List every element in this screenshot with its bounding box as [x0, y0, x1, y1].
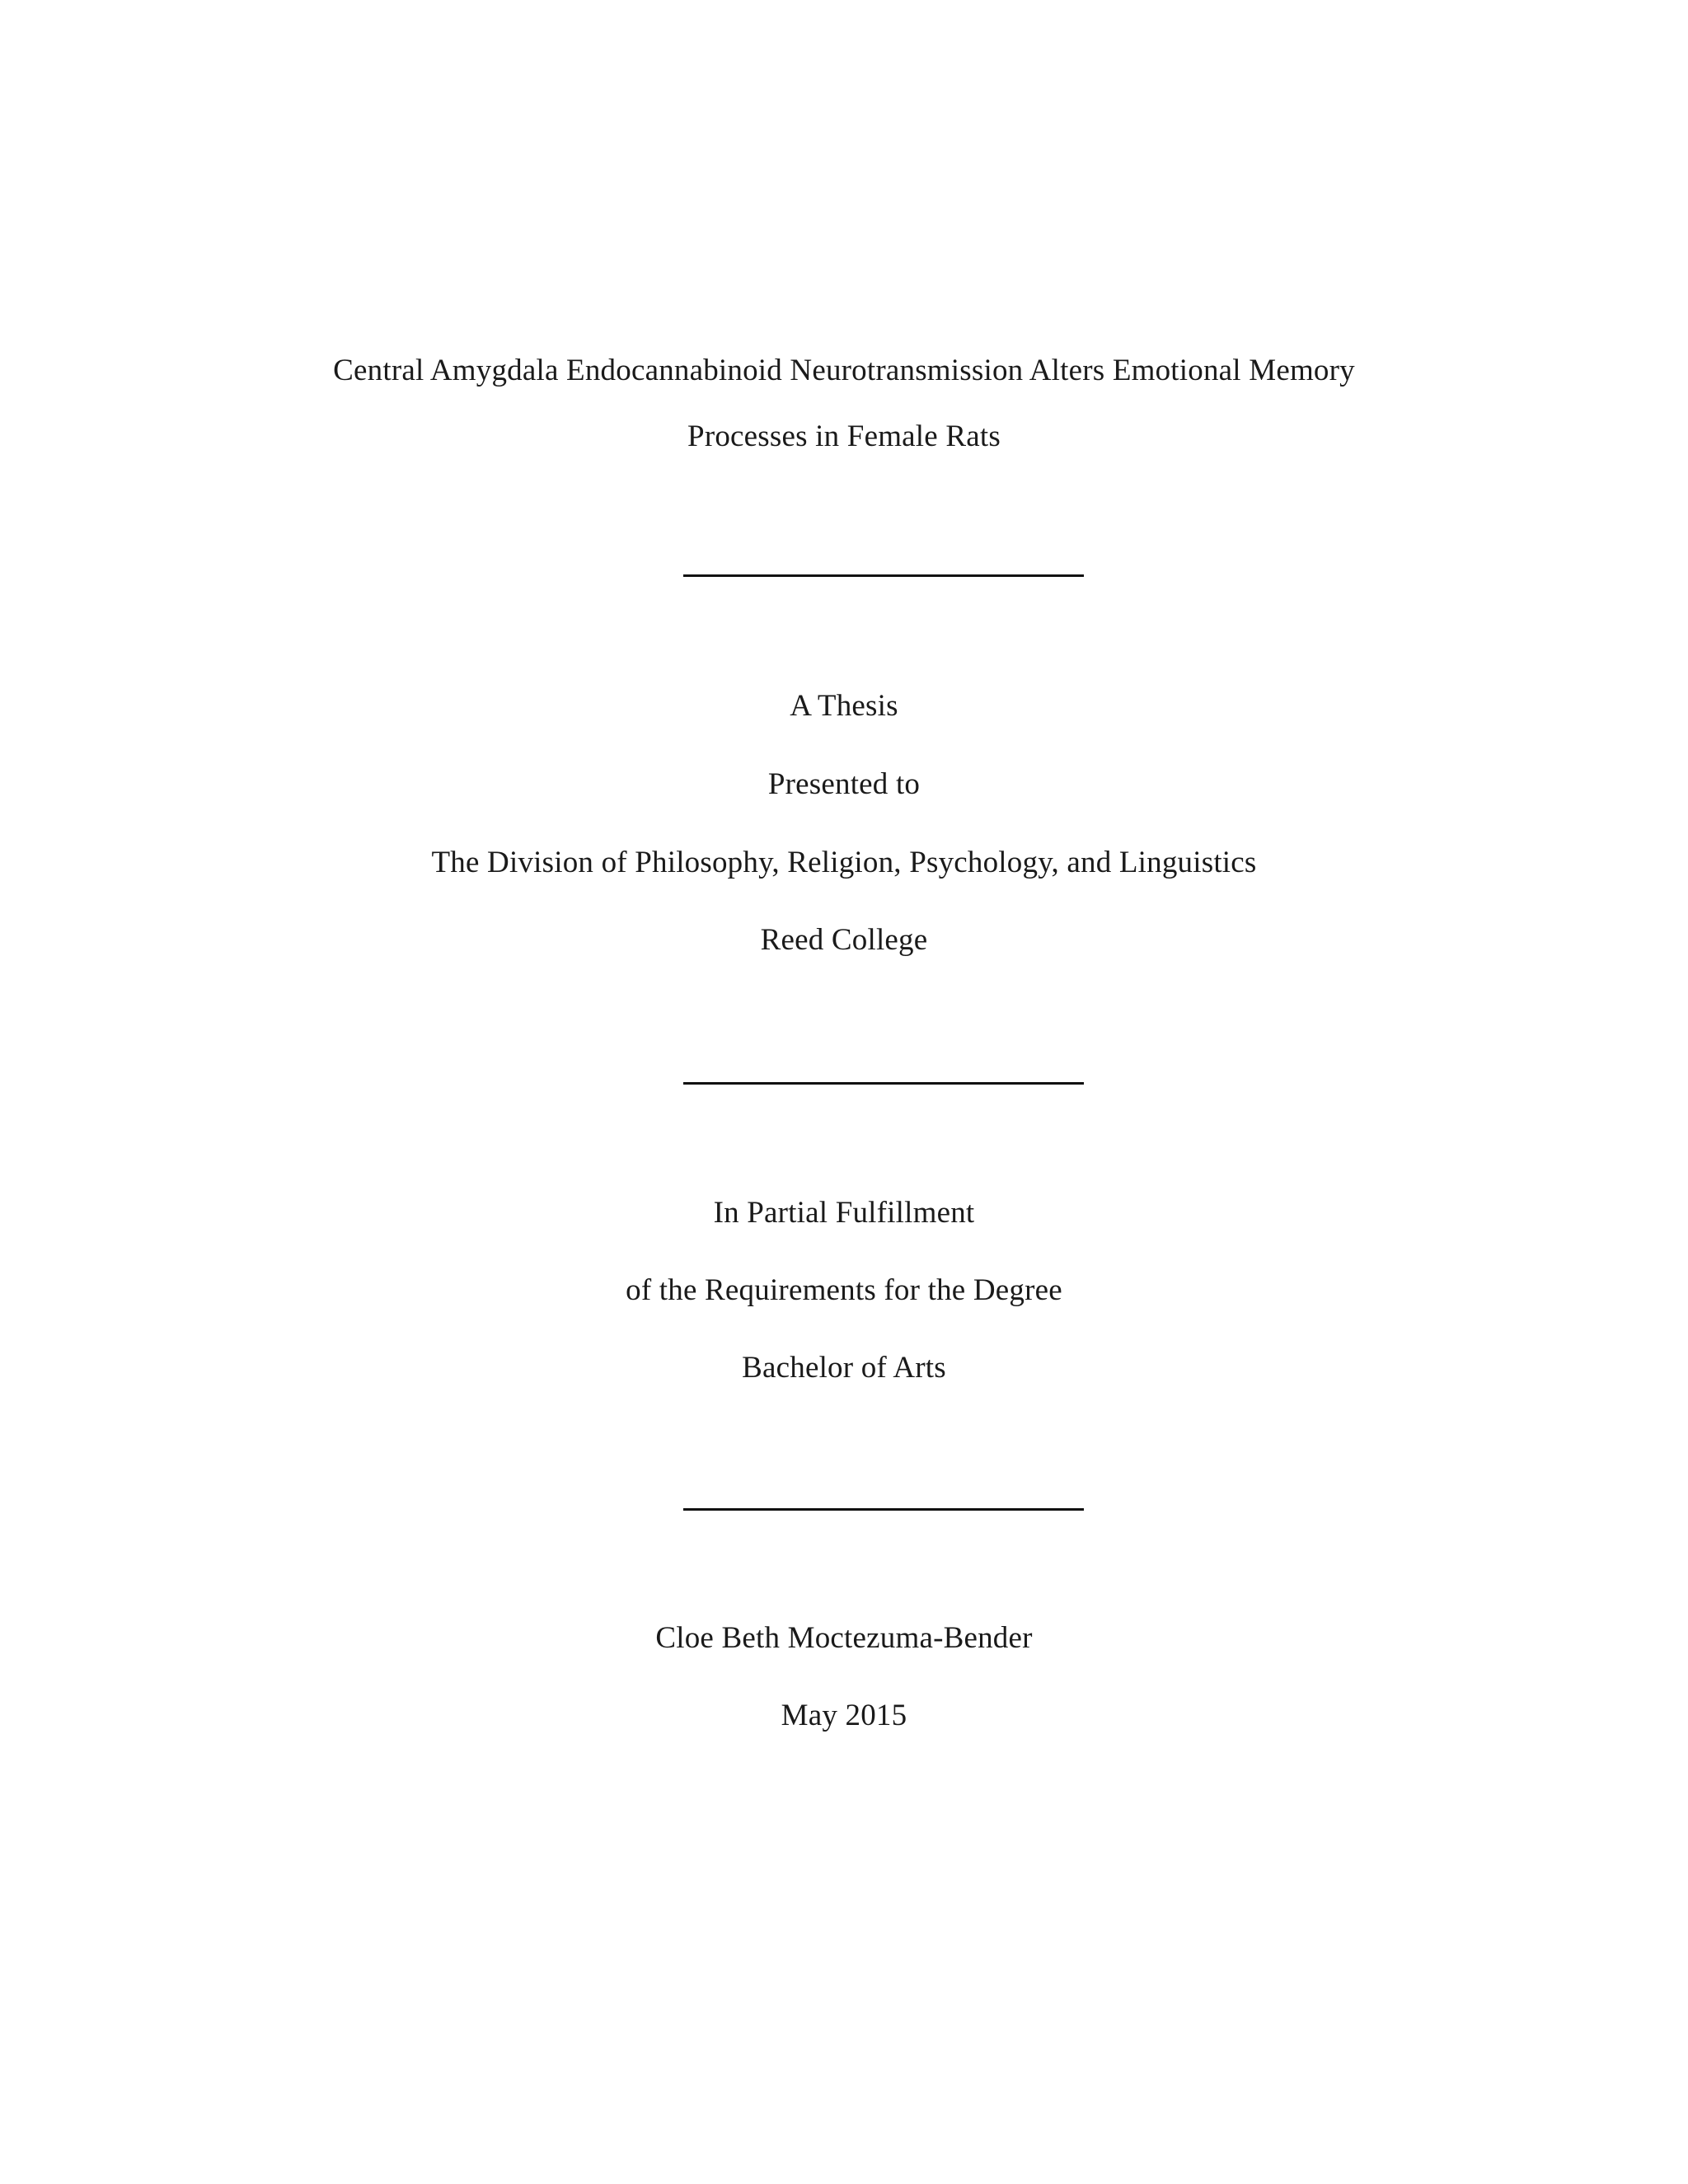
institution-name: Reed College: [760, 923, 928, 957]
thesis-title-line-2: Processes in Female Rats: [687, 419, 1001, 453]
thesis-title-line-1: Central Amygdala Endocannabinoid Neurotransmission Alters Emotional Memory: [333, 354, 1355, 387]
presented-to-label: Presented to: [767, 767, 921, 801]
division-name: The Division of Philosophy, Religion, Psychology, and Linguistics: [431, 846, 1257, 879]
divider-rule-3: [683, 1508, 1084, 1511]
author-name: Cloe Beth Moctezuma-Bender: [655, 1621, 1033, 1655]
fulfillment-line-2: of the Requirements for the Degree: [626, 1273, 1062, 1307]
divider-rule-2: [683, 1082, 1084, 1085]
document-type: A Thesis: [790, 689, 898, 723]
submission-date: May 2015: [781, 1699, 907, 1732]
divider-rule-1: [683, 574, 1084, 577]
fulfillment-line-1: In Partial Fulfillment: [713, 1196, 975, 1230]
degree-name: Bachelor of Arts: [742, 1351, 946, 1385]
